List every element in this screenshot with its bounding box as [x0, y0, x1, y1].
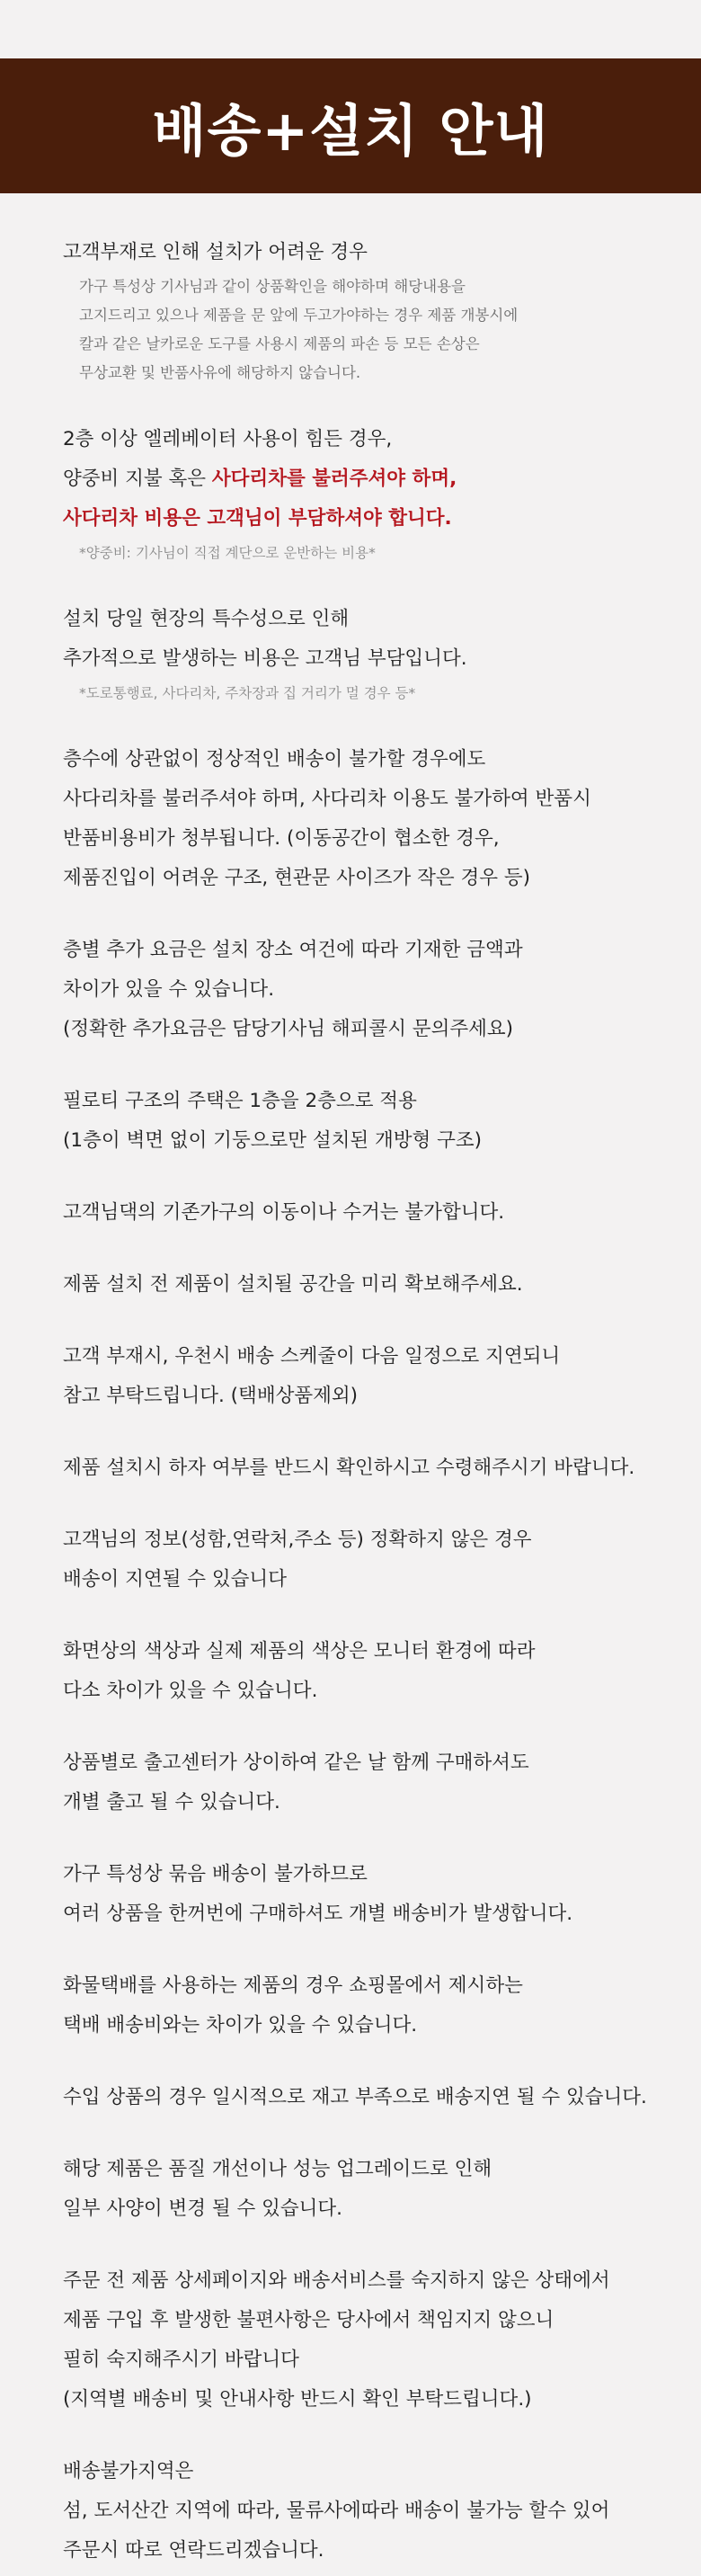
notice-no-removal — [63, 1193, 701, 1233]
notice-line: (지역별 배송비 및 안내사항 반드시 확인 부탁드립니다.) — [63, 2388, 532, 2411]
notice-line: 고객님댁의 기존가구의 이동이나 수거는 불가합니다. — [63, 1201, 505, 1224]
notice-line: 고객부재로 인해 설치가 어려운 경우 — [63, 241, 368, 263]
notice-line: 고객님의 정보(성함,연락처,주소 등) 정확하지 않은 경우 — [63, 1529, 532, 1551]
notice-text: 양중비 지불 혹은 — [63, 468, 212, 490]
top-spacer — [0, 0, 701, 58]
notice-absent-customer — [63, 233, 701, 388]
notice-line: 제품 설치 전 제품이 설치될 공간을 미리 확보해주세요. — [63, 1273, 523, 1296]
notice-line: (정확한 추가요금은 담당기사님 해피콜시 문의주세요) — [63, 1018, 514, 1040]
notice-line — [63, 459, 701, 499]
title-banner — [0, 58, 701, 193]
notice-unavailable-area — [63, 2452, 701, 2571]
footnote: *양중비: 기사님이 직접 계단으로 운반하는 비용* — [79, 545, 376, 561]
notice-line: 해당 제품은 품질 개선이나 성능 업그레이드로 인해 — [63, 2158, 492, 2180]
notice-line: 화면상의 색상과 실제 제품의 색상은 모니터 환경에 따라 — [63, 1640, 536, 1662]
notice-line: 주문 전 제품 상세페이지와 배송서비스를 숙지하지 않은 상태에서 — [63, 2269, 610, 2292]
emphasis-line: 사다리차 비용은 고객님이 부담하셔야 합니다. — [63, 507, 452, 530]
notice-line: 화물택배를 사용하는 제품의 경우 쇼핑몰에서 제시하는 — [63, 1974, 523, 1997]
notice-line: 섬, 도서산간 지역에 따라, 물류사에따라 배송이 불가능 할수 있어 — [63, 2500, 610, 2522]
notice-import — [63, 2078, 701, 2117]
notice-detail: 무상교환 및 반품사유에 해당하지 않습니다. — [79, 364, 361, 381]
footnote: *도로통행료, 사다리차, 주차장과 집 거리가 멀 경우 등* — [79, 685, 416, 701]
notice-line: 2층 이상 엘레베이터 사용이 힘든 경우, — [63, 428, 393, 450]
notice-line: 층수에 상관없이 정상적인 배송이 불가할 경우에도 — [63, 748, 486, 771]
notice-floor-fee — [63, 931, 701, 1049]
notice-line: 차이가 있을 수 있습니다. — [63, 978, 275, 1001]
notice-detail: 가구 특성상 기사님과 같이 상품확인을 해야하며 해당내용을 — [79, 278, 466, 295]
notice-no-bundle — [63, 1855, 701, 1934]
notice-line: (1층이 벽면 없이 기둥으로만 설치된 개방형 구조) — [63, 1129, 483, 1152]
notice-delay — [63, 1337, 701, 1416]
notice-line: 배송이 지연될 수 있습니다 — [63, 1568, 287, 1591]
notice-spec-change — [63, 2150, 701, 2229]
notice-color — [63, 1632, 701, 1711]
notice-responsibility — [63, 2261, 701, 2420]
notice-space — [63, 1265, 701, 1305]
page-title: 배송+설치 안내 — [152, 97, 549, 164]
notice-line: 제품 설치시 하자 여부를 반드시 확인하시고 수령해주시기 바랍니다. — [63, 1457, 635, 1479]
notice-line: 배송불가지역은 — [63, 2460, 194, 2482]
notice-elevator — [63, 420, 701, 567]
notice-content — [0, 193, 701, 2571]
notice-customer-info — [63, 1520, 701, 1600]
notice-line: 상품별로 출고센터가 상이하여 같은 날 함께 구매하셔도 — [63, 1752, 529, 1774]
notice-line: 가구 특성상 묶음 배송이 불가하므로 — [63, 1863, 368, 1885]
notice-line: 반품비용비가 청부됩니다. (이동공간이 협소한 경우, — [63, 827, 500, 850]
notice-line: 고객 부재시, 우천시 배송 스케줄이 다음 일정으로 지연되니 — [63, 1345, 561, 1368]
notice-line: 필히 숙지해주시기 바랍니다 — [63, 2349, 299, 2371]
notice-separate-shipping — [63, 1743, 701, 1823]
notice-line: 일부 사양이 변경 될 수 있습니다. — [63, 2197, 343, 2220]
notice-line: 택배 배송비와는 차이가 있을 수 있습니다. — [63, 2014, 418, 2037]
notice-inspect — [63, 1448, 701, 1488]
notice-piloti — [63, 1082, 701, 1161]
notice-ladder-truck — [63, 740, 701, 898]
notice-line: 필로티 구조의 주택은 1층을 2층으로 적용 — [63, 1090, 417, 1112]
notice-line: 추가적으로 발생하는 비용은 고객님 부담입니다. — [63, 647, 467, 670]
notice-line: 다소 차이가 있을 수 있습니다. — [63, 1680, 318, 1702]
notice-line: 설치 당일 현장의 특수성으로 인해 — [63, 608, 350, 630]
notice-line: 참고 부탁드립니다. (택배상품제외) — [63, 1385, 359, 1407]
notice-freight — [63, 1966, 701, 2046]
notice-line: 주문시 따로 연락드리겠습니다. — [63, 2539, 324, 2562]
notice-line: 층별 추가 요금은 설치 장소 여건에 따라 기재한 금액과 — [63, 939, 523, 961]
notice-line: 제품진입이 어려운 구조, 현관문 사이즈가 작은 경우 등) — [63, 867, 530, 889]
notice-line: 수입 상품의 경우 일시적으로 재고 부족으로 배송지연 될 수 있습니다. — [63, 2086, 647, 2108]
notice-line: 개별 출고 될 수 있습니다. — [63, 1791, 280, 1814]
notice-line: 여러 상품을 한꺼번에 구매하셔도 개별 배송비가 발생합니다. — [63, 1903, 573, 1925]
notice-detail: 칼과 같은 날카로운 도구를 사용시 제품의 파손 등 모든 손상은 — [79, 335, 480, 352]
emphasis-text: 사다리차를 불러주셔야 하며, — [211, 468, 457, 490]
notice-detail: 고지드리고 있으나 제품을 문 앞에 두고가야하는 경우 제품 개봉시에 — [79, 307, 519, 324]
notice-line: 제품 구입 후 발생한 불편사항은 당사에서 책임지지 않으니 — [63, 2309, 555, 2331]
notice-line: 사다리차를 불러주셔야 하며, 사다리차 이용도 불가하여 반품시 — [63, 788, 591, 810]
notice-extra-cost — [63, 600, 701, 708]
